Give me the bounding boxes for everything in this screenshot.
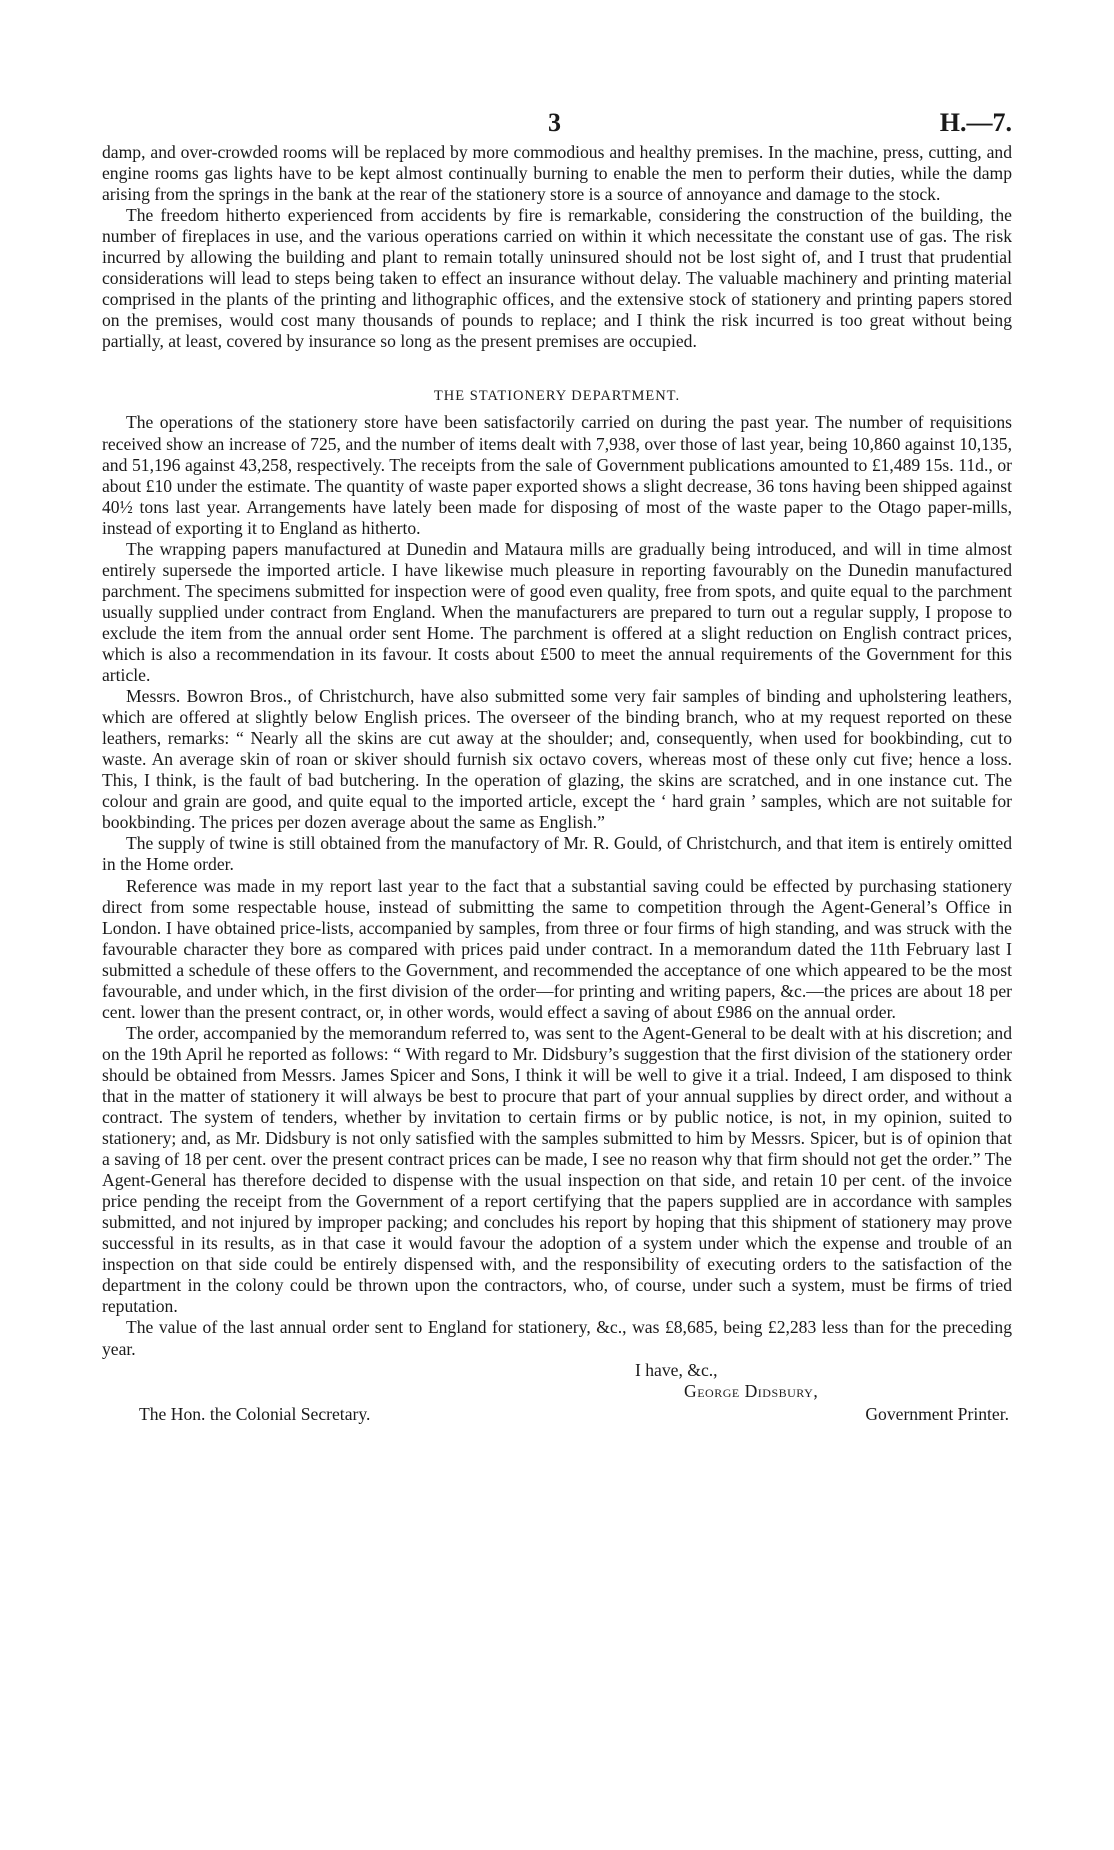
signatory-name: George Didsbury, [684,1380,819,1401]
section-paragraph-leathers: Messrs. Bowron Bros., of Christchurch, have also submitted some very fair samples of binding and upholstering leathers, which are offered at slightly below English prices. The overseer of the binding branch, who at my request reported on these leathers, remarks: “ Nearly all the skins are cut away at the shoulder; and, consequently, when used for bookbinding, cut to waste. An average skin of roan or skiver should furnish six octavo covers, whereas most of these only cut five; hence a loss. This, I think, is the fault of bad butchering. In the operation of glazing, the skins are scratched, and in one instance cut. The colour and grain are good, and quite equal to the imported article, except the ‘ hard grain ’ samples, which are not suitable for bookbinding. The prices per dozen average about the same as English.” [102,686,1012,833]
page-header [102,100,1012,142]
closing-greeting: I have, &c., [635,1359,718,1380]
closing-greeting-row [102,1360,1012,1381]
section-paragraph-operations: The operations of the stationery store have been satisfactorily carried on during the past year. The number of requisitions received show an increase of 725, and the number of items dealt with 7,938, over those of last year, being 10,860 against 10,135, and 51,196 against 43,258, respectively. The receipts from the sale of Government publications amounted to £1,489 15s. 11d., or about £10 under the estimate. The quantity of waste paper exported shows a slight decrease, 36 tons having been shipped against 40½ tons last year. Arrangements have lately been made for disposing of most of the waste paper to the Otago paper-mills, instead of exporting it to England as hitherto. [102,412,1012,538]
document-page [102,100,1012,1428]
addressee: The Hon. the Colonial Secretary. [139,1403,371,1424]
signatory-title: Government Printer. [865,1403,1009,1424]
section-paragraph-twine: The supply of twine is still obtained from the manufactory of Mr. R. Gould, of Christchurch, and that item is entirely omitted in the Home order. [102,833,1012,875]
page-number: 3 [548,108,561,137]
document-reference: H.—7. [939,108,1012,137]
addressee-row [102,1404,1012,1428]
section-paragraph-direct-purchase: Reference was made in my report last year to the fact that a substantial saving could be effected by purchasing stationery direct from some respectable house, instead of submitting the same to competition through the Agent-General’s Office in London. I have obtained price-lists, accompanied by samples, from three or four firms of high standing, and was struck with the favourable character they bore as compared with prices paid under contract. In a memorandum dated the 11th February last I submitted a schedule of these offers to the Government, and recommended the acceptance of one which appeared to be the most favourable, and under which, in the first division of the order—for printing and writing papers, &c.—the prices are about 18 per cent. lower than the present contract, or, in other words, would effect a saving of about £986 on the annual order. [102,875,1012,1022]
section-heading: THE STATIONERY DEPARTMENT. [433,388,681,405]
section-paragraph-agent-general: The order, accompanied by the memorandum referred to, was sent to the Agent-General to be dealt with at his discretion; and on the 19th April he reported as follows: “ With regard to Mr. Didsbury’s suggestion that the first division of the stationery order should be obtained from Messrs. James Spicer and Sons, I think it will be well to give it a trial. Indeed, I am disposed to think that in the matter of stationery it will always be best to procure that part of your annual supplies by direct order, and without a contract. The system of tenders, whether by invitation to certain firms or by public notice, is not, in my opinion, suited to stationery; and, as Mr. Didsbury is not only satisfied with the samples submitted to him by Messrs. Spicer, but is of opinion that a saving of 18 per cent. over the present contract prices can be made, I see no reason why that firm should not get the order.” The Agent-General has therefore decided to dispense with the usual inspection on that side, and retain 10 per cent. of the invoice price pending the receipt from the Government of a report certifying that the papers supplied are in accordance with samples submitted, and not injured by improper packing; and concludes his report by hoping that this shipment of stationery may prove successful in its results, as in that case it would favour the adoption of a system under which the expense and trouble of an inspection on that side could be entirely dispensed with, and the responsibility of executing orders to the satisfaction of the department in the colony could be thrown upon the contractors, who, of course, under such a system, must be firms of tried reputation. [102,1022,1012,1317]
section-paragraph-order-value: The value of the last annual order sent to England for stationery, &c., was £8,685, being £2,283 less than for the preceding year. [102,1317,1012,1359]
intro-paragraph-fire-risk: The freedom hitherto experienced from accidents by fire is remarkable, considering the construction of the building, the number of fireplaces in use, and the various operations carried on within it which necessitate the constant use of gas. The risk incurred by allowing the building and plant to remain totally uninsured should not be lost sight of, and I trust that prudential considerations will lead to steps being taken to effect an insurance without delay. The valuable machinery and printing material comprised in the plants of the printing and lithographic offices, and the extensive stock of stationery and printing papers stored on the premises, would cost many thousands of pounds to replace; and I think the risk incurred is too great without being partially, at least, covered by insurance so long as the present premises are occupied. [102,205,1012,352]
intro-paragraph-continuation: damp, and over-crowded rooms will be replaced by more commodious and healthy premises. In the machine, press, cutting, and engine rooms gas lights have to be kept almost continually burning to enable the men to perform their duties, while the damp arising from the springs in the bank at the rear of the stationery store is a source of annoyance and damage to the stock. [102,142,1012,205]
signature-row [102,1381,1012,1402]
section-paragraph-wrapping-papers: The wrapping papers manufactured at Dunedin and Mataura mills are gradually being introduced, and will in time almost entirely supersede the imported article. I have likewise much pleasure in reporting favourably on the Dunedin manufactured parchment. The specimens submitted for inspection were of good even quality, free from spots, and quite equal to the parchment usually supplied under contract from England. When the manufacturers are prepared to turn out a regular supply, I propose to exclude the item from the annual order sent Home. The parchment is offered at a slight reduction on English contract prices, which is also a recommendation in its favour. It costs about £500 to meet the annual requirements of the Government for this article. [102,538,1012,686]
